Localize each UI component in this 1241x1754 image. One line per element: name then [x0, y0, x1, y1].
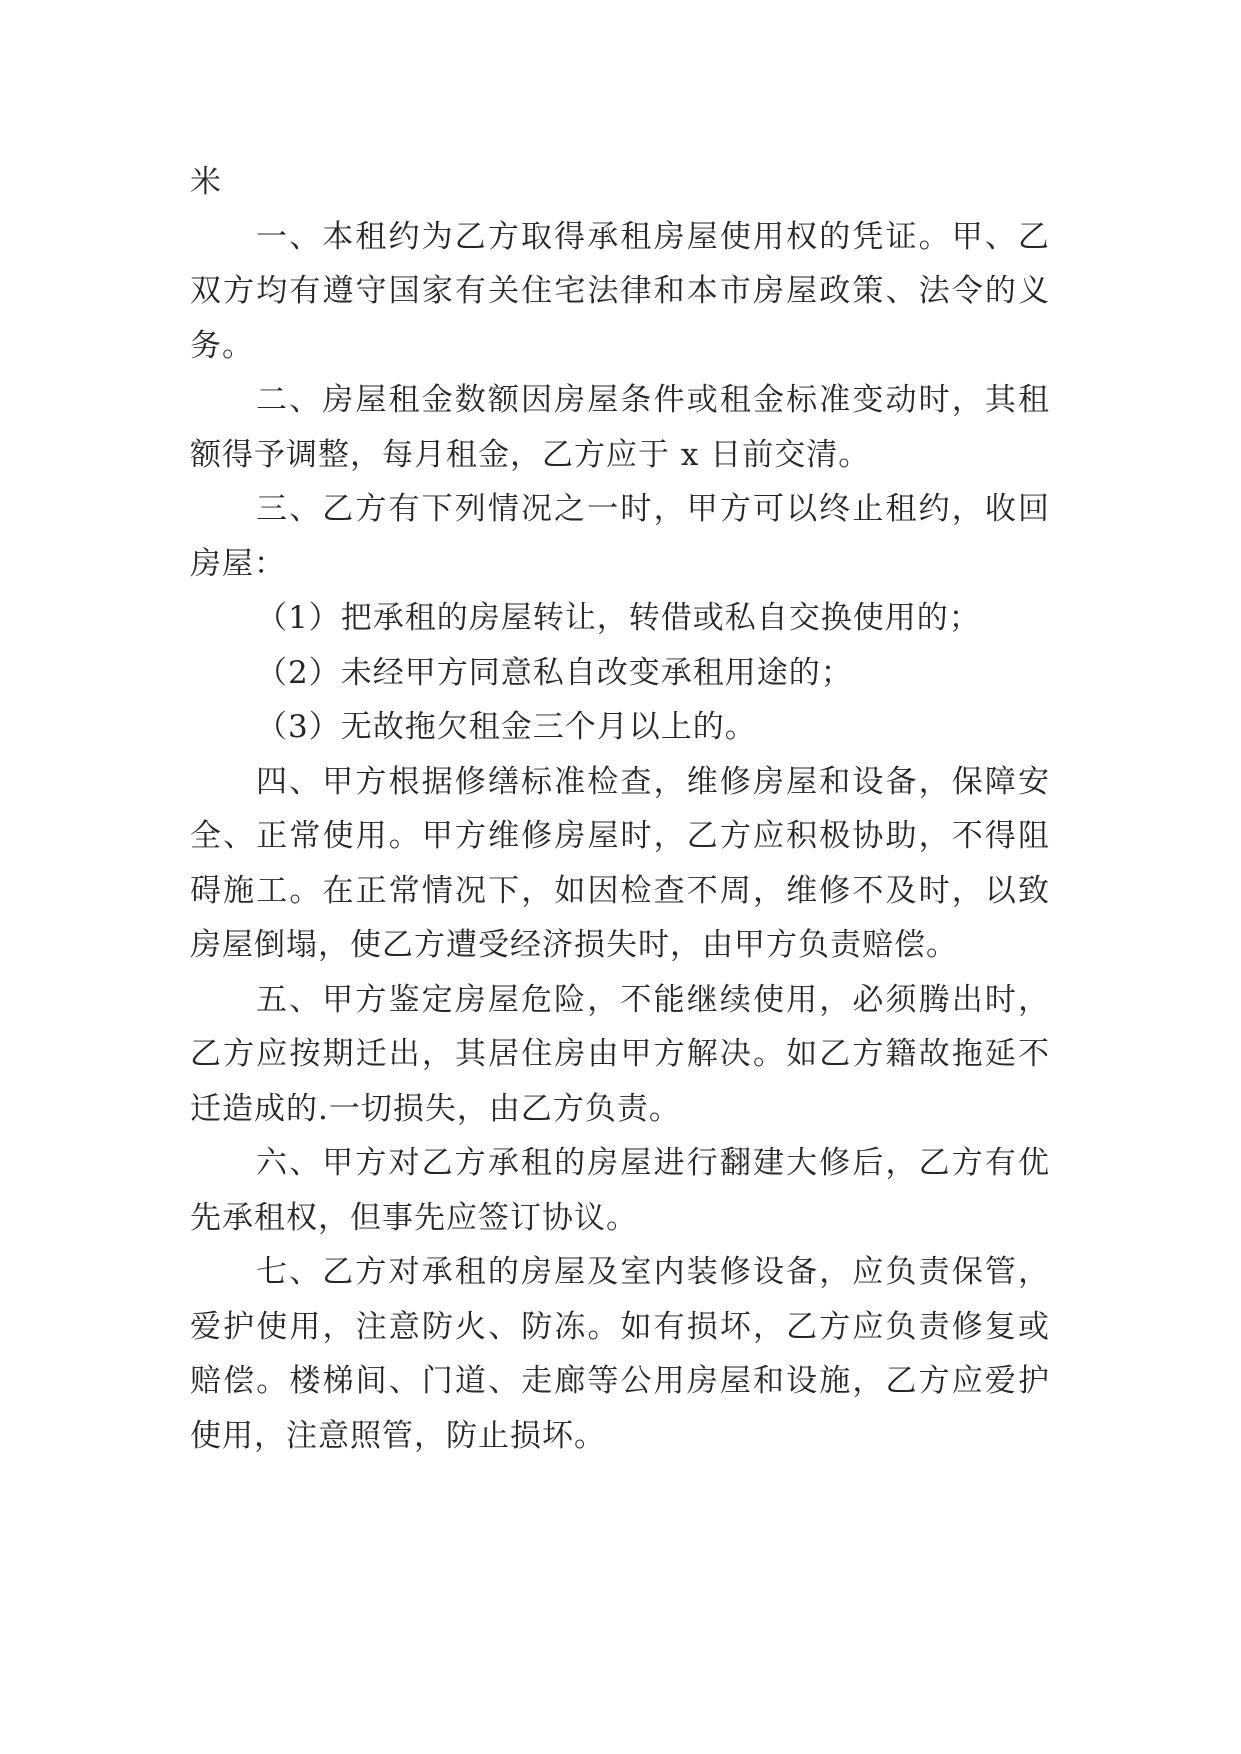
clause-7: 七、乙方对承租的房屋及室内装修设备，应负责保管，爱护使用，注意防火、防冻。如有损坏，乙方应负责修复或赔偿。楼梯间、门道、走廊等公用房屋和设施，乙方应爱护使用，注意照管，防止损坏。	[190, 1254, 1050, 1454]
clause-6: 六、甲方对乙方承租的房屋进行翻建大修后，乙方有优先承租权，但事先应签订协议。	[190, 1145, 1050, 1236]
clause-3-item-3: （3）无故拖欠租金三个月以上的。	[256, 709, 757, 745]
clause-2: 二、房屋租金数额因房屋条件或租金标准变动时，其租额得予调整，每月租金，乙方应于 x 日前交清。	[190, 382, 1050, 473]
clause-5: 五、甲方鉴定房屋危险，不能继续使用，必须腾出时，乙方应按期迁出，其居住房由甲方解决。如乙方籍故拖延不迁造成的.一切损失，由乙方负责。	[190, 981, 1050, 1127]
clause-3-item-2: （2）未经甲方同意私自改变承租用途的；	[256, 654, 853, 691]
document-body	[190, 155, 1050, 1463]
paragraph-fragment: 米	[190, 164, 222, 200]
clause-1: 一、本租约为乙方取得承租房屋使用权的凭证。甲、乙双方均有遵守国家有关住宅法律和本市房屋政策、法令的义务。	[190, 218, 1050, 364]
clause-3: 三、乙方有下列情况之一时，甲方可以终止租约，收回房屋：	[190, 491, 1050, 582]
clause-4: 四、甲方根据修缮标准检查，维修房屋和设备，保障安全、正常使用。甲方维修房屋时，乙方应积极协助，不得阻碍施工。在正常情况下，如因检查不周，维修不及时，以致房屋倒塌，使乙方遭受经济损失时，由甲方负责赔偿。	[190, 763, 1050, 963]
clause-3-item-1: （1）把承租的房屋转让，转借或私自交换使用的；	[256, 600, 981, 636]
